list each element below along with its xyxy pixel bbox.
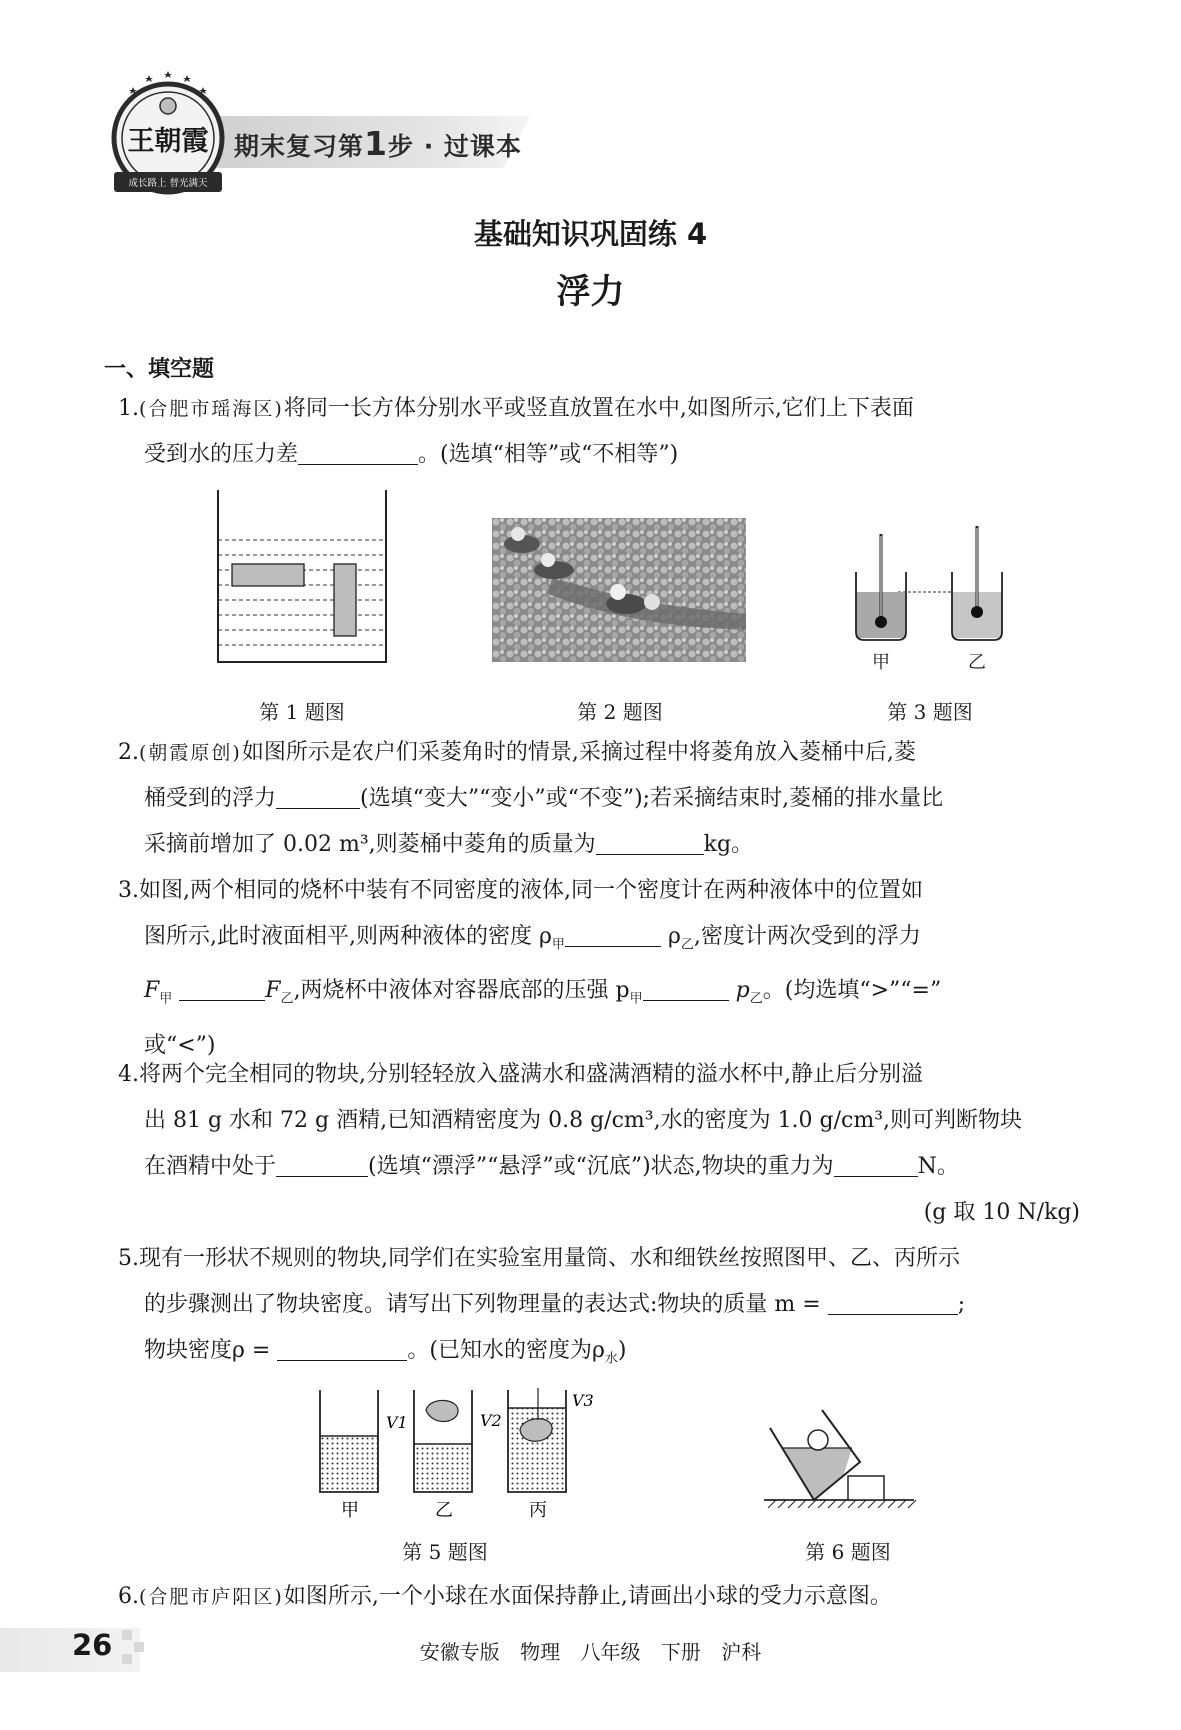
worksheet-title: 基础知识巩固练 4 (473, 217, 708, 251)
footer-book-info: 安徽专版 物理 八年级 下册 沪科 (419, 1640, 762, 1664)
question-source: (朝霞原创) (139, 742, 242, 764)
volume-label: V2 (480, 1411, 502, 1430)
subscript: 甲 (629, 991, 643, 1007)
answer-blank[interactable] (596, 830, 704, 855)
answer-blank[interactable] (643, 976, 729, 1001)
question-text: ) (617, 1338, 627, 1363)
subscript: 水 (604, 1351, 618, 1367)
subscript: 乙 (749, 991, 763, 1007)
figure-3-hydrometers (848, 526, 1018, 672)
question-text: F (144, 978, 160, 1004)
header-title (234, 124, 522, 163)
figure-5-cylinders (300, 1386, 594, 1521)
question-text: 如图所示是农户们采菱角时的情景,采摘过程中将菱角放入菱桶中后,菱 (241, 740, 916, 765)
cylinder-label-jia: 甲 (341, 1500, 359, 1521)
question-text: (选填“变大”“变小”或“不变”);若采摘结束时,菱桶的排水量比 (360, 786, 944, 811)
question-text: (选填“漂浮”“悬浮”或“沉底”)状态,物块的重力为 (368, 1154, 834, 1179)
question-text: F (265, 978, 281, 1004)
floating-ball (808, 1430, 828, 1450)
question-1 (118, 386, 1080, 478)
figure-1-container-blocks (212, 488, 392, 668)
question-text: 如图所示,一个小球在水面保持静止,请画出小球的受力示意图。 (283, 1584, 892, 1609)
beaker-label-jia: 甲 (872, 652, 890, 673)
cylinder-jia (320, 1390, 408, 1492)
figure-3-caption: 第 3 题图 (887, 700, 973, 724)
question-6 (118, 1574, 1080, 1620)
figure-2-photo-harvest (492, 518, 746, 662)
brand-logo (108, 70, 228, 208)
volume-label: V3 (572, 1391, 594, 1410)
cylinder-label-yi: 乙 (435, 1500, 453, 1521)
subscript: 乙 (280, 991, 294, 1007)
subscript: 乙 (680, 937, 694, 953)
answer-blank[interactable] (179, 976, 265, 1001)
question-text: 物块密度ρ = (144, 1338, 271, 1363)
subscript: 甲 (551, 937, 565, 953)
question-text: 现有一形状不规则的物块,同学们在实验室用量筒、水和细铁丝按照图甲、乙、丙所示 (139, 1246, 960, 1271)
vertical-block (334, 564, 356, 636)
question-text: 的步骤测出了物块密度。请写出下列物理量的表达式:物块的质量 m = (144, 1292, 821, 1317)
question-number: 1. (118, 396, 139, 421)
question-text: p (735, 978, 750, 1004)
logo-ribbon: 成长路上 替光满天 (128, 178, 208, 189)
answer-blank[interactable] (276, 1152, 368, 1177)
question-text: 。(已知水的密度为ρ (407, 1338, 605, 1363)
question-text: 或“<”) (144, 1032, 216, 1058)
answer-blank[interactable] (828, 1290, 958, 1315)
header-prefix: 期末复习第 (234, 132, 365, 161)
question-text: ,密度计两次受到的浮力 (693, 924, 921, 949)
header-suffix: 步 · 过课本 (387, 132, 522, 161)
figure-5-caption: 第 5 题图 (402, 1540, 488, 1564)
question-number: 4. (118, 1062, 139, 1087)
question-5 (118, 1236, 1080, 1382)
horizontal-block (232, 564, 304, 586)
support-block (848, 1476, 884, 1500)
question-text: 采摘前增加了 0.02 m³,则菱桶中菱角的质量为 (144, 832, 596, 857)
figure-6-caption: 第 6 题图 (805, 1540, 891, 1564)
cylinder-bing (508, 1388, 594, 1492)
question-number: 2. (118, 740, 139, 765)
answer-blank[interactable] (276, 784, 360, 809)
question-4 (118, 1052, 1080, 1236)
figure-1-caption: 第 1 题图 (259, 700, 345, 724)
topic-title: 浮力 (556, 272, 625, 312)
question-text: 出 81 g 水和 72 g 酒精,已知酒精密度为 0.8 g/cm³,水的密度为 1.0 g/cm³,则可判断物块 (144, 1108, 1023, 1133)
subscript: 甲 (159, 991, 173, 1007)
question-3 (118, 868, 1080, 1069)
volume-label: V1 (386, 1413, 408, 1432)
question-text: N。 (917, 1154, 959, 1179)
figure-2-caption: 第 2 题图 (577, 700, 663, 724)
question-number: 5. (118, 1246, 139, 1271)
question-2 (118, 730, 1080, 868)
header-step: 1 (364, 124, 388, 163)
question-source: (合肥市庐阳区) (139, 1586, 284, 1608)
answer-blank[interactable] (834, 1152, 918, 1177)
beaker-yi (952, 526, 1002, 640)
page-number: 26 (72, 1628, 113, 1662)
cylinder-yi (414, 1390, 502, 1492)
ground-hatch (764, 1500, 916, 1508)
question-text: 将两个完全相同的物块,分别轻轻放入盛满水和盛满酒精的溢水杯中,静止后分别溢 (139, 1062, 923, 1087)
question-text: 图所示,此时液面相平,则两种液体的密度 ρ (144, 924, 552, 949)
beaker-label-yi: 乙 (968, 652, 986, 673)
answer-blank[interactable] (298, 440, 418, 465)
question-text: 。(均选填“>”“=” (762, 978, 942, 1004)
cylinder-label-bing: 丙 (529, 1500, 547, 1521)
beaker-jia (856, 534, 906, 640)
question-text: 桶受到的浮力 (144, 786, 277, 811)
question-text: 。(选填“相等”或“不相等”) (418, 442, 679, 467)
question-text: ; (957, 1292, 966, 1317)
question-number: 6. (118, 1584, 139, 1609)
question-text: 受到水的压力差 (144, 442, 299, 467)
question-text: 如图,两个相同的烧杯中装有不同密度的液体,同一个密度计在两种液体中的位置如 (139, 878, 923, 903)
question-source: (合肥市瑶海区) (139, 398, 284, 420)
question-text: kg。 (703, 832, 754, 857)
logo-text: 王朝霞 (127, 126, 209, 157)
water (782, 1448, 852, 1500)
question-text: (g 取 10 N/kg) (923, 1200, 1080, 1225)
question-text: ,两烧杯中液体对容器底部的压强 p (293, 978, 630, 1004)
question-number: 3. (118, 878, 139, 903)
section-heading: 一、填空题 (104, 357, 215, 382)
question-text: 在酒精中处于 (144, 1154, 277, 1179)
figure-6-ball-in-container (764, 1404, 920, 1512)
answer-blank[interactable] (565, 922, 661, 947)
question-text: ρ (667, 924, 681, 949)
answer-blank[interactable] (277, 1336, 407, 1361)
question-text: 将同一长方体分别水平或竖直放置在水中,如图所示,它们上下表面 (283, 396, 914, 421)
